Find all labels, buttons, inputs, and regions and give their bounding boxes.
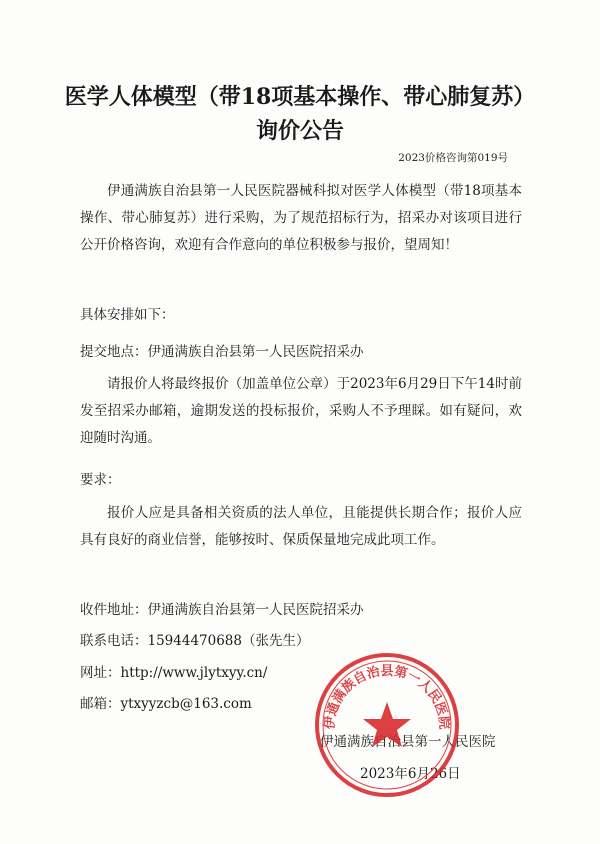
contact-email: 邮箱：ytxyyzcb@163.com bbox=[80, 696, 252, 712]
requirements-paragraph: 报价人应是具备相关资质的法人单位，且能提供长期合作；报价人应具有良好的商业信誉，能够按时、保质保量地完成此项工作。 bbox=[80, 505, 522, 548]
svg-text:伊通满族自治县第一人民医院: 伊通满族自治县第一人民医院 bbox=[322, 664, 452, 730]
arrangement-heading: 具体安排如下： bbox=[80, 307, 175, 323]
requirements-heading: 要求： bbox=[80, 472, 121, 488]
submit-instructions: 请报价人将最终报价（加盖单位公章）于2023年6月29日下午14时前发至招采办邮箱，逾期发送的投标报价，采购人不予理睬。如有疑问，欢迎随时沟通。 bbox=[80, 376, 522, 446]
document-title: 医学人体模型（带18项基本操作、带心肺复苏）询价公告 bbox=[64, 84, 536, 144]
signature-date: 2023年6月26日 bbox=[360, 766, 461, 782]
contact-phone: 联系电话：15944470688（张先生） bbox=[80, 633, 310, 649]
signature-organization: 伊通满族自治县第一人民医院 bbox=[320, 734, 496, 750]
seal-star-icon bbox=[363, 702, 411, 747]
submit-location: 提交地点：伊通满族自治县第一人民医院招采办 bbox=[80, 344, 364, 360]
document-number: 2023价格咨询第019号 bbox=[398, 152, 508, 164]
contact-address: 收件地址：伊通满族自治县第一人民医院招采办 bbox=[80, 602, 364, 618]
official-seal-stamp bbox=[312, 650, 462, 800]
contact-website: 网址：http://www.jlytxyy.cn/ bbox=[80, 665, 268, 681]
intro-paragraph: 伊通满族自治县第一人民医院器械科拟对医学人体模型（带18项基本操作、带心肺复苏）进行采购，为了规范招标行为，招采办对该项目进行公开价格咨询，欢迎有合作意向的单位积极参与报价，望周知！ bbox=[80, 183, 522, 253]
